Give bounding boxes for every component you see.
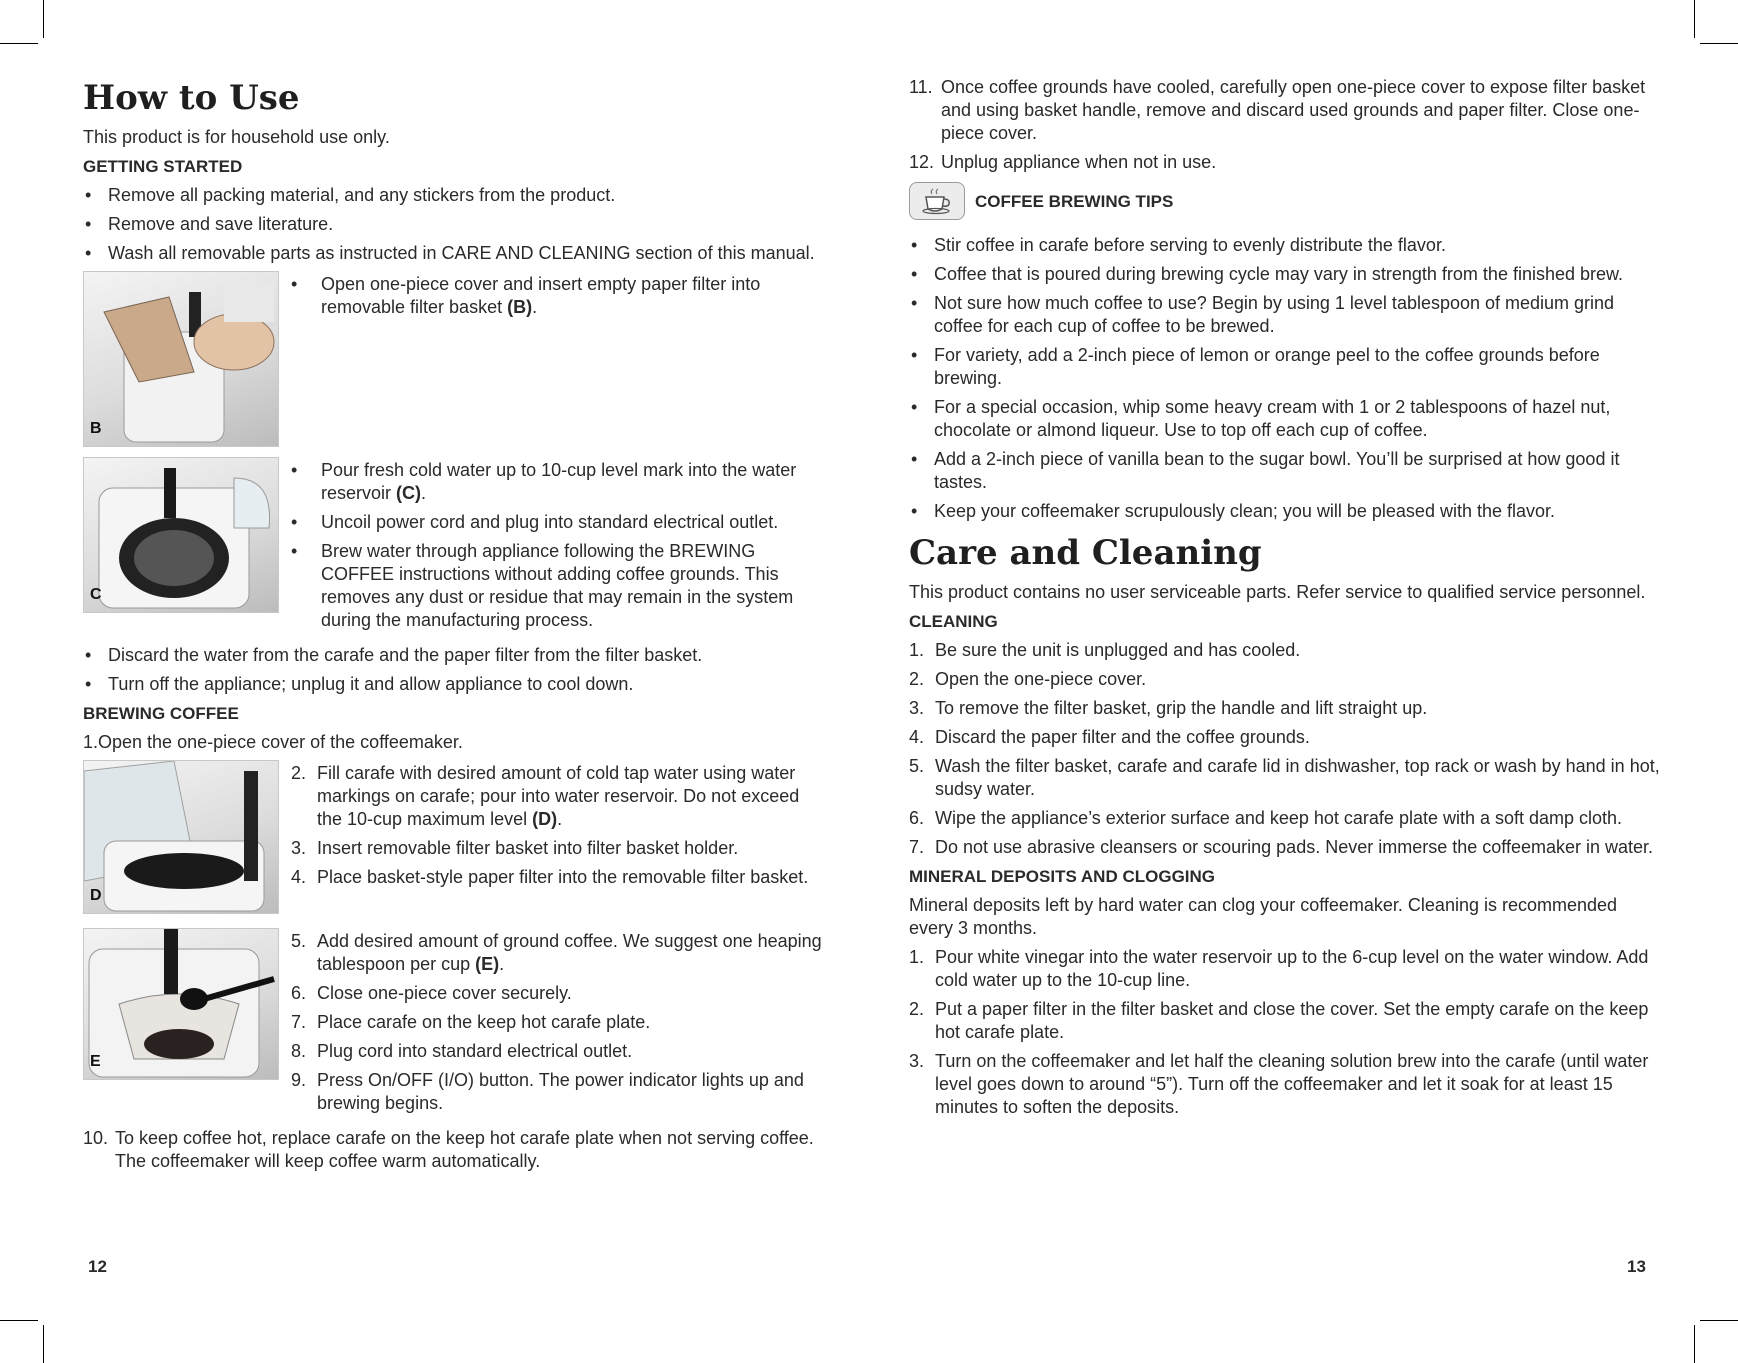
care-intro: This product contains no user serviceable parts. Refer service to qualified service personnel. xyxy=(909,582,1646,602)
coffee-cup-icon xyxy=(909,182,965,220)
after-c-list xyxy=(83,644,828,696)
left-page xyxy=(83,76,828,1179)
crop-mark xyxy=(0,1320,38,1321)
crop-mark xyxy=(1700,1320,1738,1321)
list-item: 1. Pour white vinegar into the water reservoir up to the 6-cup level on the water window. Add cold water up to the 10-cup line. xyxy=(909,947,1649,990)
brewing-step-1: 1.Open the one-piece cover of the coffeemaker. xyxy=(83,732,463,752)
figure-e-text xyxy=(291,928,828,1121)
list-item: 7. Do not use abrasive cleansers or scouring pads. Never immerse the coffeemaker in water. xyxy=(909,837,1654,857)
crop-mark xyxy=(1694,1325,1695,1363)
crop-mark xyxy=(43,0,44,38)
list-item: • Remove and save literature. xyxy=(83,213,828,236)
list-item: 3. Insert removable filter basket into filter basket holder. xyxy=(291,838,739,858)
list-item: 8. Plug cord into standard electrical outlet. xyxy=(291,1041,633,1061)
cleaning-steps xyxy=(909,639,1664,859)
list-item: 10. To keep coffee hot, replace carafe on the keep hot carafe plate when not serving coffee. The coffeemaker will keep coffee warm automatically. xyxy=(83,1128,814,1171)
list-item: • For variety, add a 2-inch piece of lemon or orange peel to the coffee grounds before brewing. xyxy=(909,344,1664,390)
page-title: How to Use xyxy=(83,78,300,118)
brewing-step-10-list xyxy=(83,1127,828,1173)
figure-d-image xyxy=(83,760,279,914)
brewing-steps-continued xyxy=(909,76,1664,174)
list-item: • Discard the water from the carafe and the paper filter from the filter basket. xyxy=(83,644,828,667)
list-item: 2. Put a paper filter in the filter basket and close the cover. Set the empty carafe on the keep hot carafe plate. xyxy=(909,999,1649,1042)
list-item: • Not sure how much coffee to use? Begin by using 1 level tablespoon of medium grind coffee for each cup of coffee to be brewed. xyxy=(909,292,1664,338)
page-number-right: 13 xyxy=(1627,1257,1646,1276)
section-heading-mineral: MINERAL DEPOSITS AND CLOGGING xyxy=(909,867,1216,886)
list-item: 2. Fill carafe with desired amount of cold tap water using water markings on carafe; pour into water reservoir. Do not exceed the 10-cup maximum level (D). xyxy=(291,763,800,829)
section-heading-cleaning: CLEANING xyxy=(909,612,998,631)
right-page xyxy=(909,76,1664,1125)
section-heading-tips: COFFEE BREWING TIPS xyxy=(975,191,1174,211)
list-item: 6. Wipe the appliance’s exterior surface and keep hot carafe plate with a soft damp cloth. xyxy=(909,808,1623,828)
figure-b-image xyxy=(83,271,279,447)
figure-b-text xyxy=(291,271,828,325)
list-item: • Remove all packing material, and any stickers from the product. xyxy=(83,184,828,207)
list-item: 7. Place carafe on the keep hot carafe plate. xyxy=(291,1012,651,1032)
figure-c-row xyxy=(83,457,828,638)
intro-text: This product is for household use only. xyxy=(83,127,390,147)
figure-d-text xyxy=(291,760,828,895)
page-number-left: 12 xyxy=(88,1257,107,1276)
figure-label: D xyxy=(90,887,102,904)
list-item: • Coffee that is poured during brewing cycle may vary in strength from the finished brew. xyxy=(909,263,1664,286)
list-item: 3. To remove the filter basket, grip the handle and lift straight up. xyxy=(909,698,1428,718)
list-item: • Add a 2-inch piece of vanilla bean to the sugar bowl. You’ll be surprised at how good it tastes. xyxy=(909,448,1664,494)
figure-e-row xyxy=(83,928,828,1121)
figure-label: E xyxy=(90,1053,101,1070)
list-item: 4. Discard the paper filter and the coffee grounds. xyxy=(909,727,1310,747)
figure-b-row xyxy=(83,271,828,447)
list-item: 5. Add desired amount of ground coffee. We suggest one heaping tablespoon per cup (E). xyxy=(291,931,822,974)
tips-list xyxy=(909,234,1664,523)
mineral-intro: Mineral deposits left by hard water can clog your coffeemaker. Cleaning is recommended every 3 months. xyxy=(909,895,1618,938)
list-item: • For a special occasion, whip some heavy cream with 1 or 2 tablespoons of hazel nut, chocolate or almond liqueur. Use to top off each cup of coffee. xyxy=(909,396,1664,442)
crop-mark xyxy=(1700,43,1738,44)
list-item: 5. Wash the filter basket, carafe and carafe lid in dishwasher, top rack or wash by hand in hot, sudsy water. xyxy=(909,756,1660,799)
mineral-steps xyxy=(909,946,1664,1119)
care-title: Care and Cleaning xyxy=(909,533,1262,573)
list-item: 4. Place basket-style paper filter into the removable filter basket. xyxy=(291,867,809,887)
list-item: 9. Press On/OFF (I/O) button. The power indicator lights up and brewing begins. xyxy=(291,1070,804,1113)
figure-e-image xyxy=(83,928,279,1080)
list-item: • Uncoil power cord and plug into standard electrical outlet. xyxy=(291,511,828,534)
figure-c-image xyxy=(83,457,279,613)
list-item: • Stir coffee in carafe before serving to evenly distribute the flavor. xyxy=(909,234,1664,257)
figure-d-row xyxy=(83,760,828,914)
crop-mark xyxy=(43,1325,44,1363)
figure-label: B xyxy=(90,420,102,437)
section-heading-brewing: BREWING COFFEE xyxy=(83,704,239,723)
list-item: 11. Once coffee grounds have cooled, carefully open one-piece cover to expose filter basket and using basket handle, remove and discard used grounds and paper filter. Close one-piece cover. xyxy=(909,77,1646,143)
list-item: 3. Turn on the coffeemaker and let half the cleaning solution brew into the carafe (until water level goes down to around “5”). Turn off the coffeemaker and let it soak for at least 15 minutes to soften the deposits. xyxy=(909,1051,1649,1117)
list-item: • Keep your coffeemaker scrupulously clean; you will be pleased with the flavor. xyxy=(909,500,1664,523)
coffee-tips-header xyxy=(909,182,1664,220)
list-item: 6. Close one-piece cover securely. xyxy=(291,983,572,1003)
list-item: • Brew water through appliance following the BREWING COFFEE instructions without adding coffee grounds. This removes any dust or residue that may remain in the system during the manufacturing process. xyxy=(291,540,828,632)
getting-started-list xyxy=(83,184,828,265)
list-item: 1. Be sure the unit is unplugged and has cooled. xyxy=(909,640,1301,660)
list-item: • Turn off the appliance; unplug it and allow appliance to cool down. xyxy=(83,673,828,696)
figure-c-text xyxy=(291,457,828,638)
list-item: • Open one-piece cover and insert empty paper filter into removable filter basket (B). xyxy=(291,273,828,319)
list-item: • Pour fresh cold water up to 10-cup level mark into the water reservoir (C). xyxy=(291,459,828,505)
crop-mark xyxy=(1694,0,1695,38)
section-heading-getting-started: GETTING STARTED xyxy=(83,157,243,176)
figure-label: C xyxy=(90,586,102,603)
list-item: 2. Open the one-piece cover. xyxy=(909,669,1147,689)
list-item: 12. Unplug appliance when not in use. xyxy=(909,152,1217,172)
crop-mark xyxy=(0,43,38,44)
list-item: • Wash all removable parts as instructed in CARE AND CLEANING section of this manual. xyxy=(83,242,828,265)
